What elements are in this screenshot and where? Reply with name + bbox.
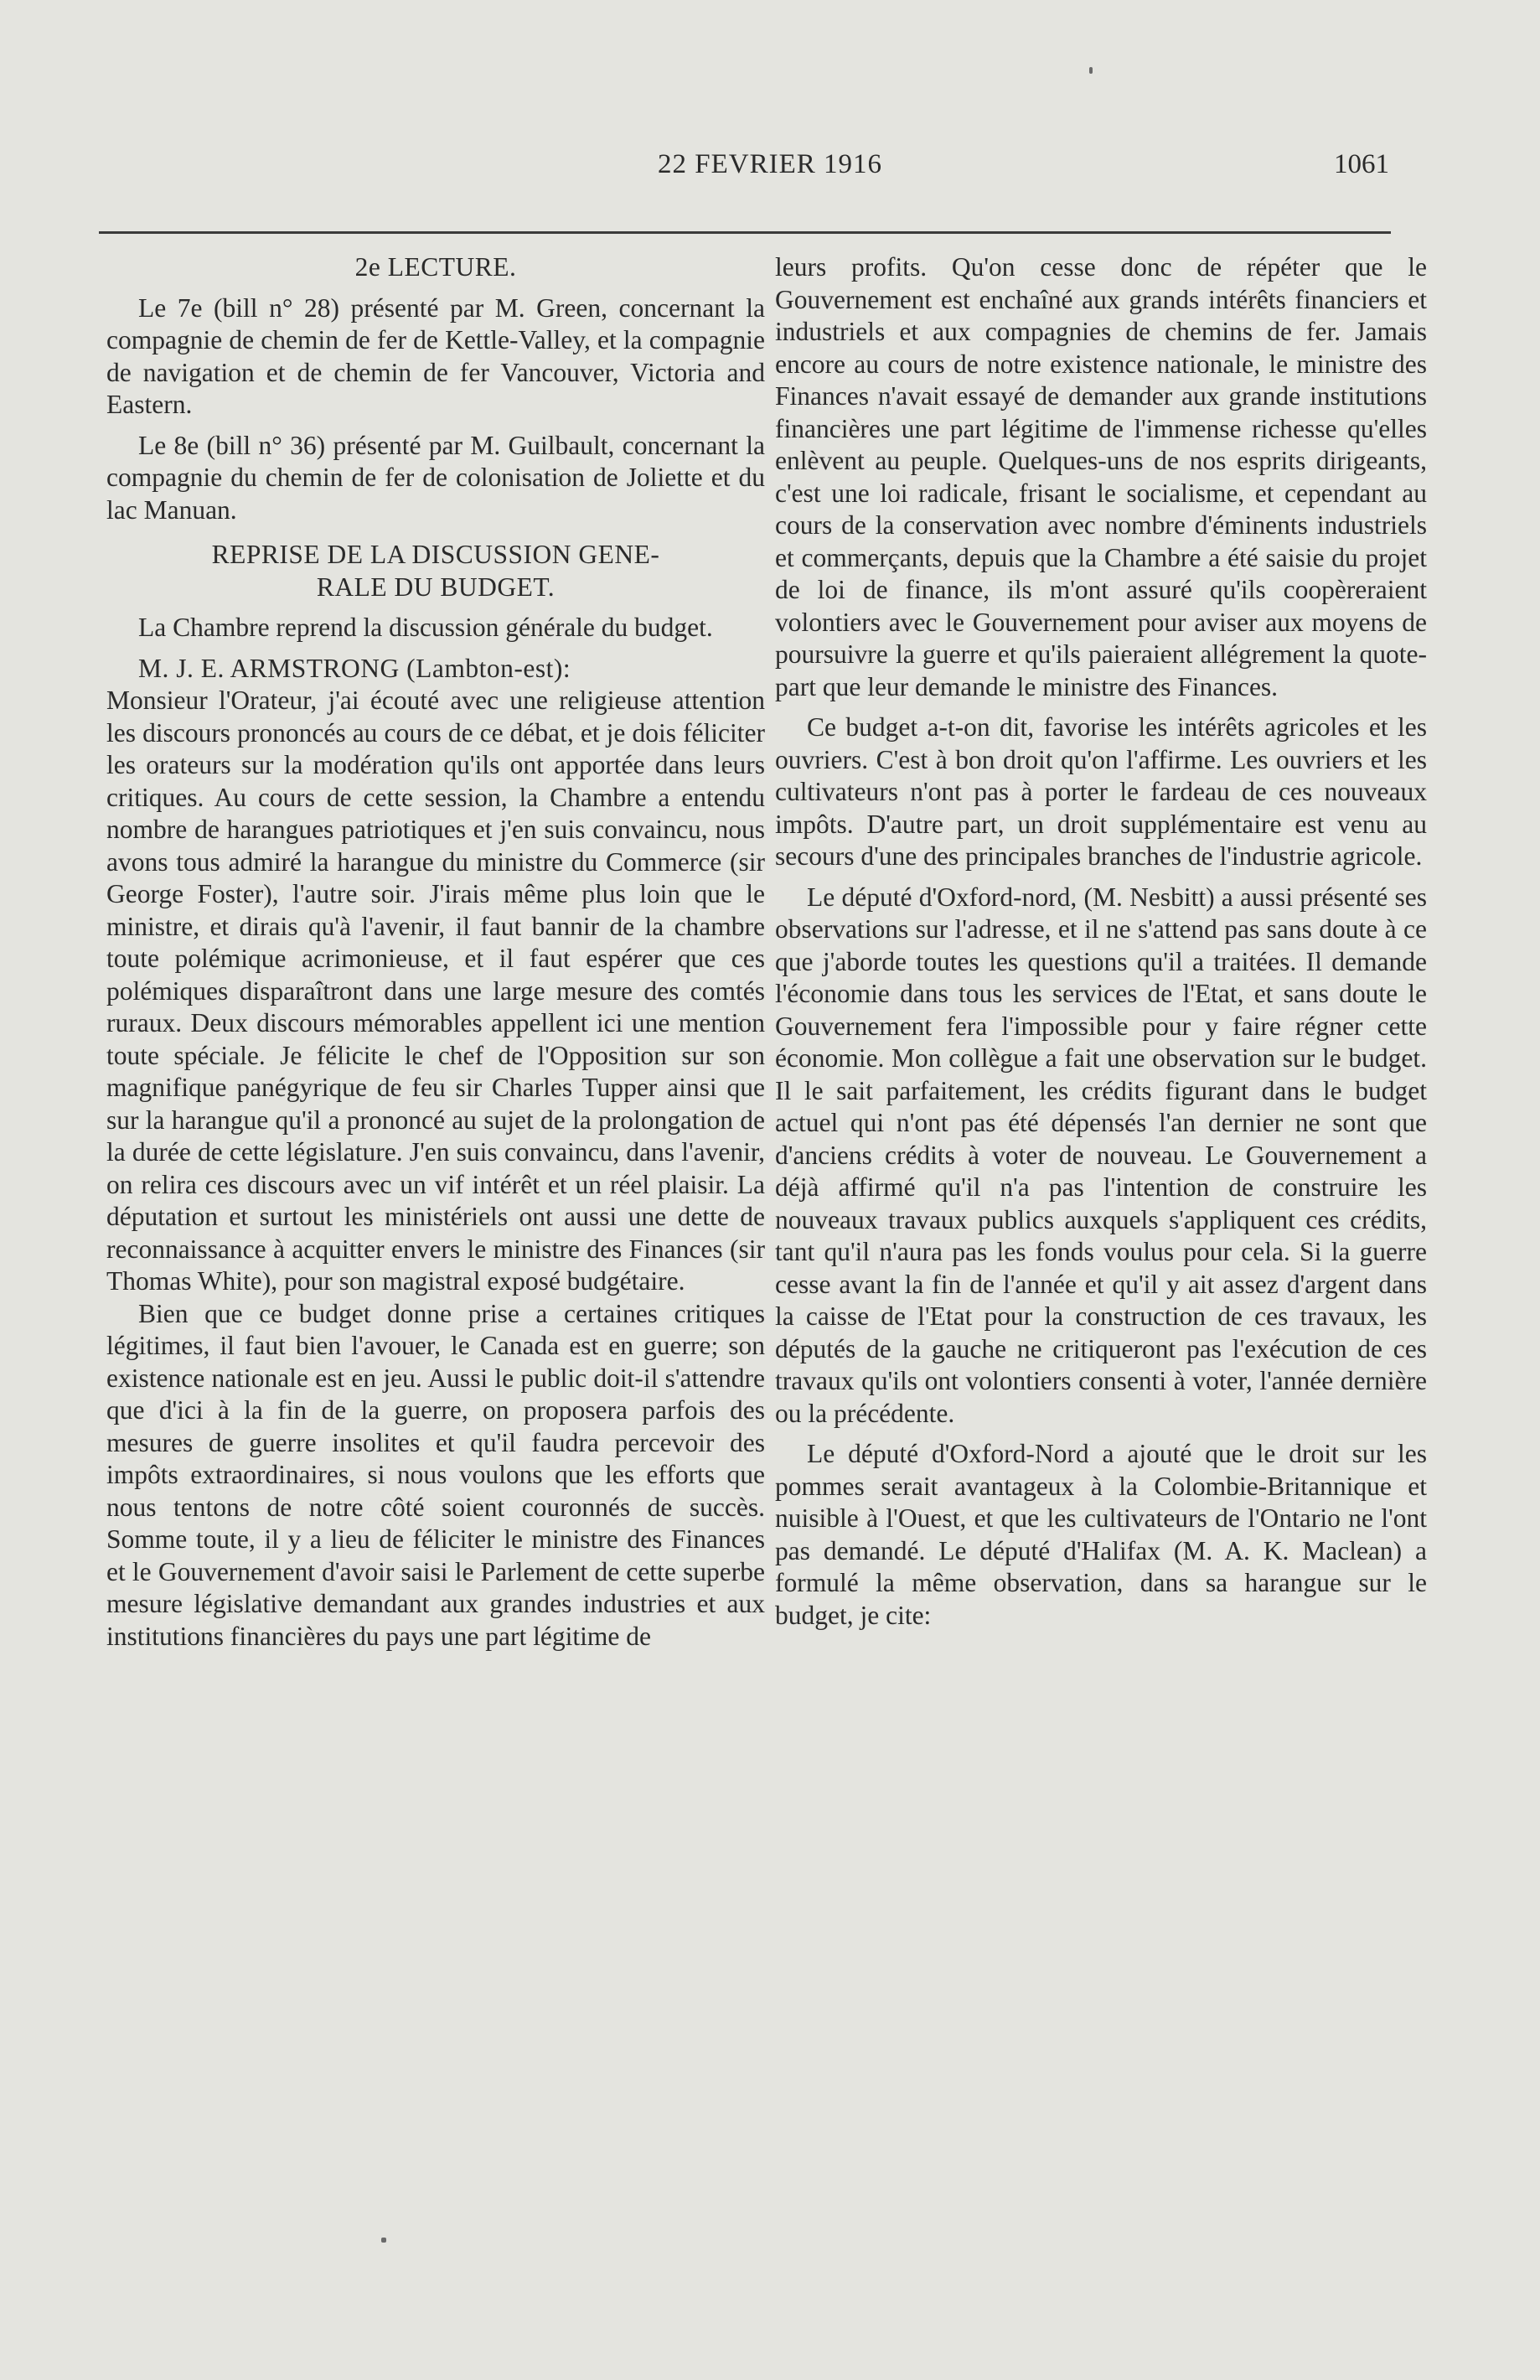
continued-paragraph: leurs profits. Qu'on cesse donc de répéter que le Gouvernement est enchaîné aux grands intérêts financiers et industriels et aux compagnies de chemins de fer. Jamais encore au cours de notre existence nationale, le ministre des Finances n'avait essayé de demander aux grande institutions financières une part légitime de l'immense richesse qu'elles enlèvent au peuple. Quelques-uns de nos esprits dirigeants, c'est une loi radicale, frisant le socialisme, et cependant au cours de la conservation avec nombre d'éminents industriels et commerçants, depuis que la Chambre a été saisie du projet de loi de finance, ils m'ont assuré qu'ils coopèreraient volontiers avec le Gouvernement pour aviser aux moyens de poursuivre la guerre et qu'ils paieraient allégrement la quote-part que leur demande le ministre des Finances. — [775, 252, 1427, 701]
page-number: 1061 — [1334, 149, 1389, 179]
bill-7-paragraph: Le 7e (bill n° 28) présenté par M. Green, concernant la compagnie de chemin de fer de Kettle-Valley, et la compagnie de navigation et de chemin de fer Vancouver, Victoria and Eastern. — [106, 292, 765, 419]
header-date: 22 FEVRIER 1916 — [657, 149, 882, 179]
bill-8-paragraph: Le 8e (bill n° 36) présenté par M. Guilbault, concernant la compagnie du chemin de fer de colonisation de Joliette et du lac Manuan. — [106, 430, 765, 525]
section-heading-line1: REPRISE DE LA DISCUSSION GENE- — [211, 540, 660, 569]
section-title: 2e LECTURE. — [354, 252, 517, 282]
paper-speck — [381, 2238, 386, 2243]
pommes-paragraph: Le député d'Oxford-Nord a ajouté que le droit sur les pommes serait avantageux à la Colombie-Britannique et nuisible à l'Ouest, et que les cultivateurs de l'Ontario ne l'ont pas demandé. Le député d'Halifax (M. A. K. Maclean) a formulé la même observation, dans sa harangue sur le budget, je cite: — [775, 1439, 1427, 1630]
budget-paragraph: Ce budget a-t-on dit, favorise les intérêts agricoles et les ouvriers. C'est à bon droit qu'on l'affirme. Les ouvriers et les cultivateurs n'ont pas à porter le fardeau de ces nouveaux impôts. D'autre part, un droit supplémentaire est venu au secours d'une des principales branches de l'industrie agricole. — [775, 712, 1427, 871]
header-rule — [99, 231, 1391, 234]
left-column — [106, 251, 765, 1653]
right-column — [775, 251, 1427, 1632]
section-heading-line2: RALE DU BUDGET. — [316, 572, 556, 602]
paper-speck — [1089, 67, 1093, 74]
speech-paragraph-1: Monsieur l'Orateur, j'ai écouté avec une religieuse attention les discours prononcés au cours de ce débat, et je dois féliciter les orateurs sur la modération qu'ils ont apportée dans leurs critiques. Au cours de cette session, la Chambre a entendu nombre de harangues patriotiques et j'en suis convaincu, nous avons tous admiré la harangue du ministre du Commerce (sir George Foster), l'autre soir. J'irais même plus loin que le ministre, et dirais qu'à l'avenir, il faut bannir de la chambre toute polémique acrimonieuse, et il faut espérer que ces polémiques disparaîtront dans une large mesure des comtés ruraux. Deux discours mémorables appellent ici une mention toute spéciale. Je félicite le chef de l'Opposition sur son magnifique panégyrique de feu sir Charles Tupper ainsi que sur la harangue qu'il a prononcé au sujet de la prolongation de la durée de cette législature. J'en suis convaincu, dans l'avenir, on relira ces discours avec un vif intérêt et un réel plaisir. La députation et surtout les ministériels ont aussi une dette de reconnaissance à acquitter envers le ministre des Finances (sir Thomas White), pour son magistral exposé budgétaire. — [106, 686, 765, 1296]
resume-paragraph: La Chambre reprend la discussion générale du budget. — [138, 613, 713, 642]
oxford-paragraph: Le député d'Oxford-nord, (M. Nesbitt) a aussi présenté ses observations sur l'adresse, et il ne s'attend pas sans doute à ce que j'aborde toutes les questions qu'il a traitées. Il demande l'économie dans tous les services de l'Etat, et sans doute le Gouvernement fera l'impossible pour y faire régner cette économie. Mon collègue a fait une observation sur le budget. Il le sait parfaitement, les crédits figurant dans le budget actuel qui n'ont pas été dépensés l'an dernier ne sont que d'anciens crédits à voter de nouveau. Le Gouvernement a déjà affirmé qu'il n'a pas l'intention de construire les nouveaux travaux publics auxquels s'appliquent ces crédits, tant qu'il n'aura pas les fonds voulus pour cela. Si la guerre cesse avant la fin de l'année et qu'il y ait assez d'argent dans la caisse de l'Etat pour la construction de ces travaux, les députés de la gauche ne critiqueront pas l'exécution de ces travaux qu'ils ont volontiers consenti à voter, l'année dernière ou la précédente. — [775, 882, 1427, 1428]
speech-paragraph-2: Bien que ce budget donne prise a certaines critiques légitimes, il faut bien l'avouer, le Canada est en guerre; son existence nationale est en jeu. Aussi le public doit-il s'attendre que d'ici à la fin de la guerre, on proposera parfois des mesures de guerre insolites et qu'il faudra percevoir des impôts extraordinaires, si nous voulons que les efforts que nous tentons de notre côté soient couronnés de succès. Somme toute, il y a lieu de féliciter le ministre des Finances et le Gouvernement d'avoir saisi le Parlement de cette superbe mesure législative demandant aux grandes industries et aux institutions financières du pays une part légitime de — [106, 1298, 765, 1651]
speaker-name: M. J. E. ARMSTRONG (Lambton-est): — [138, 653, 571, 683]
